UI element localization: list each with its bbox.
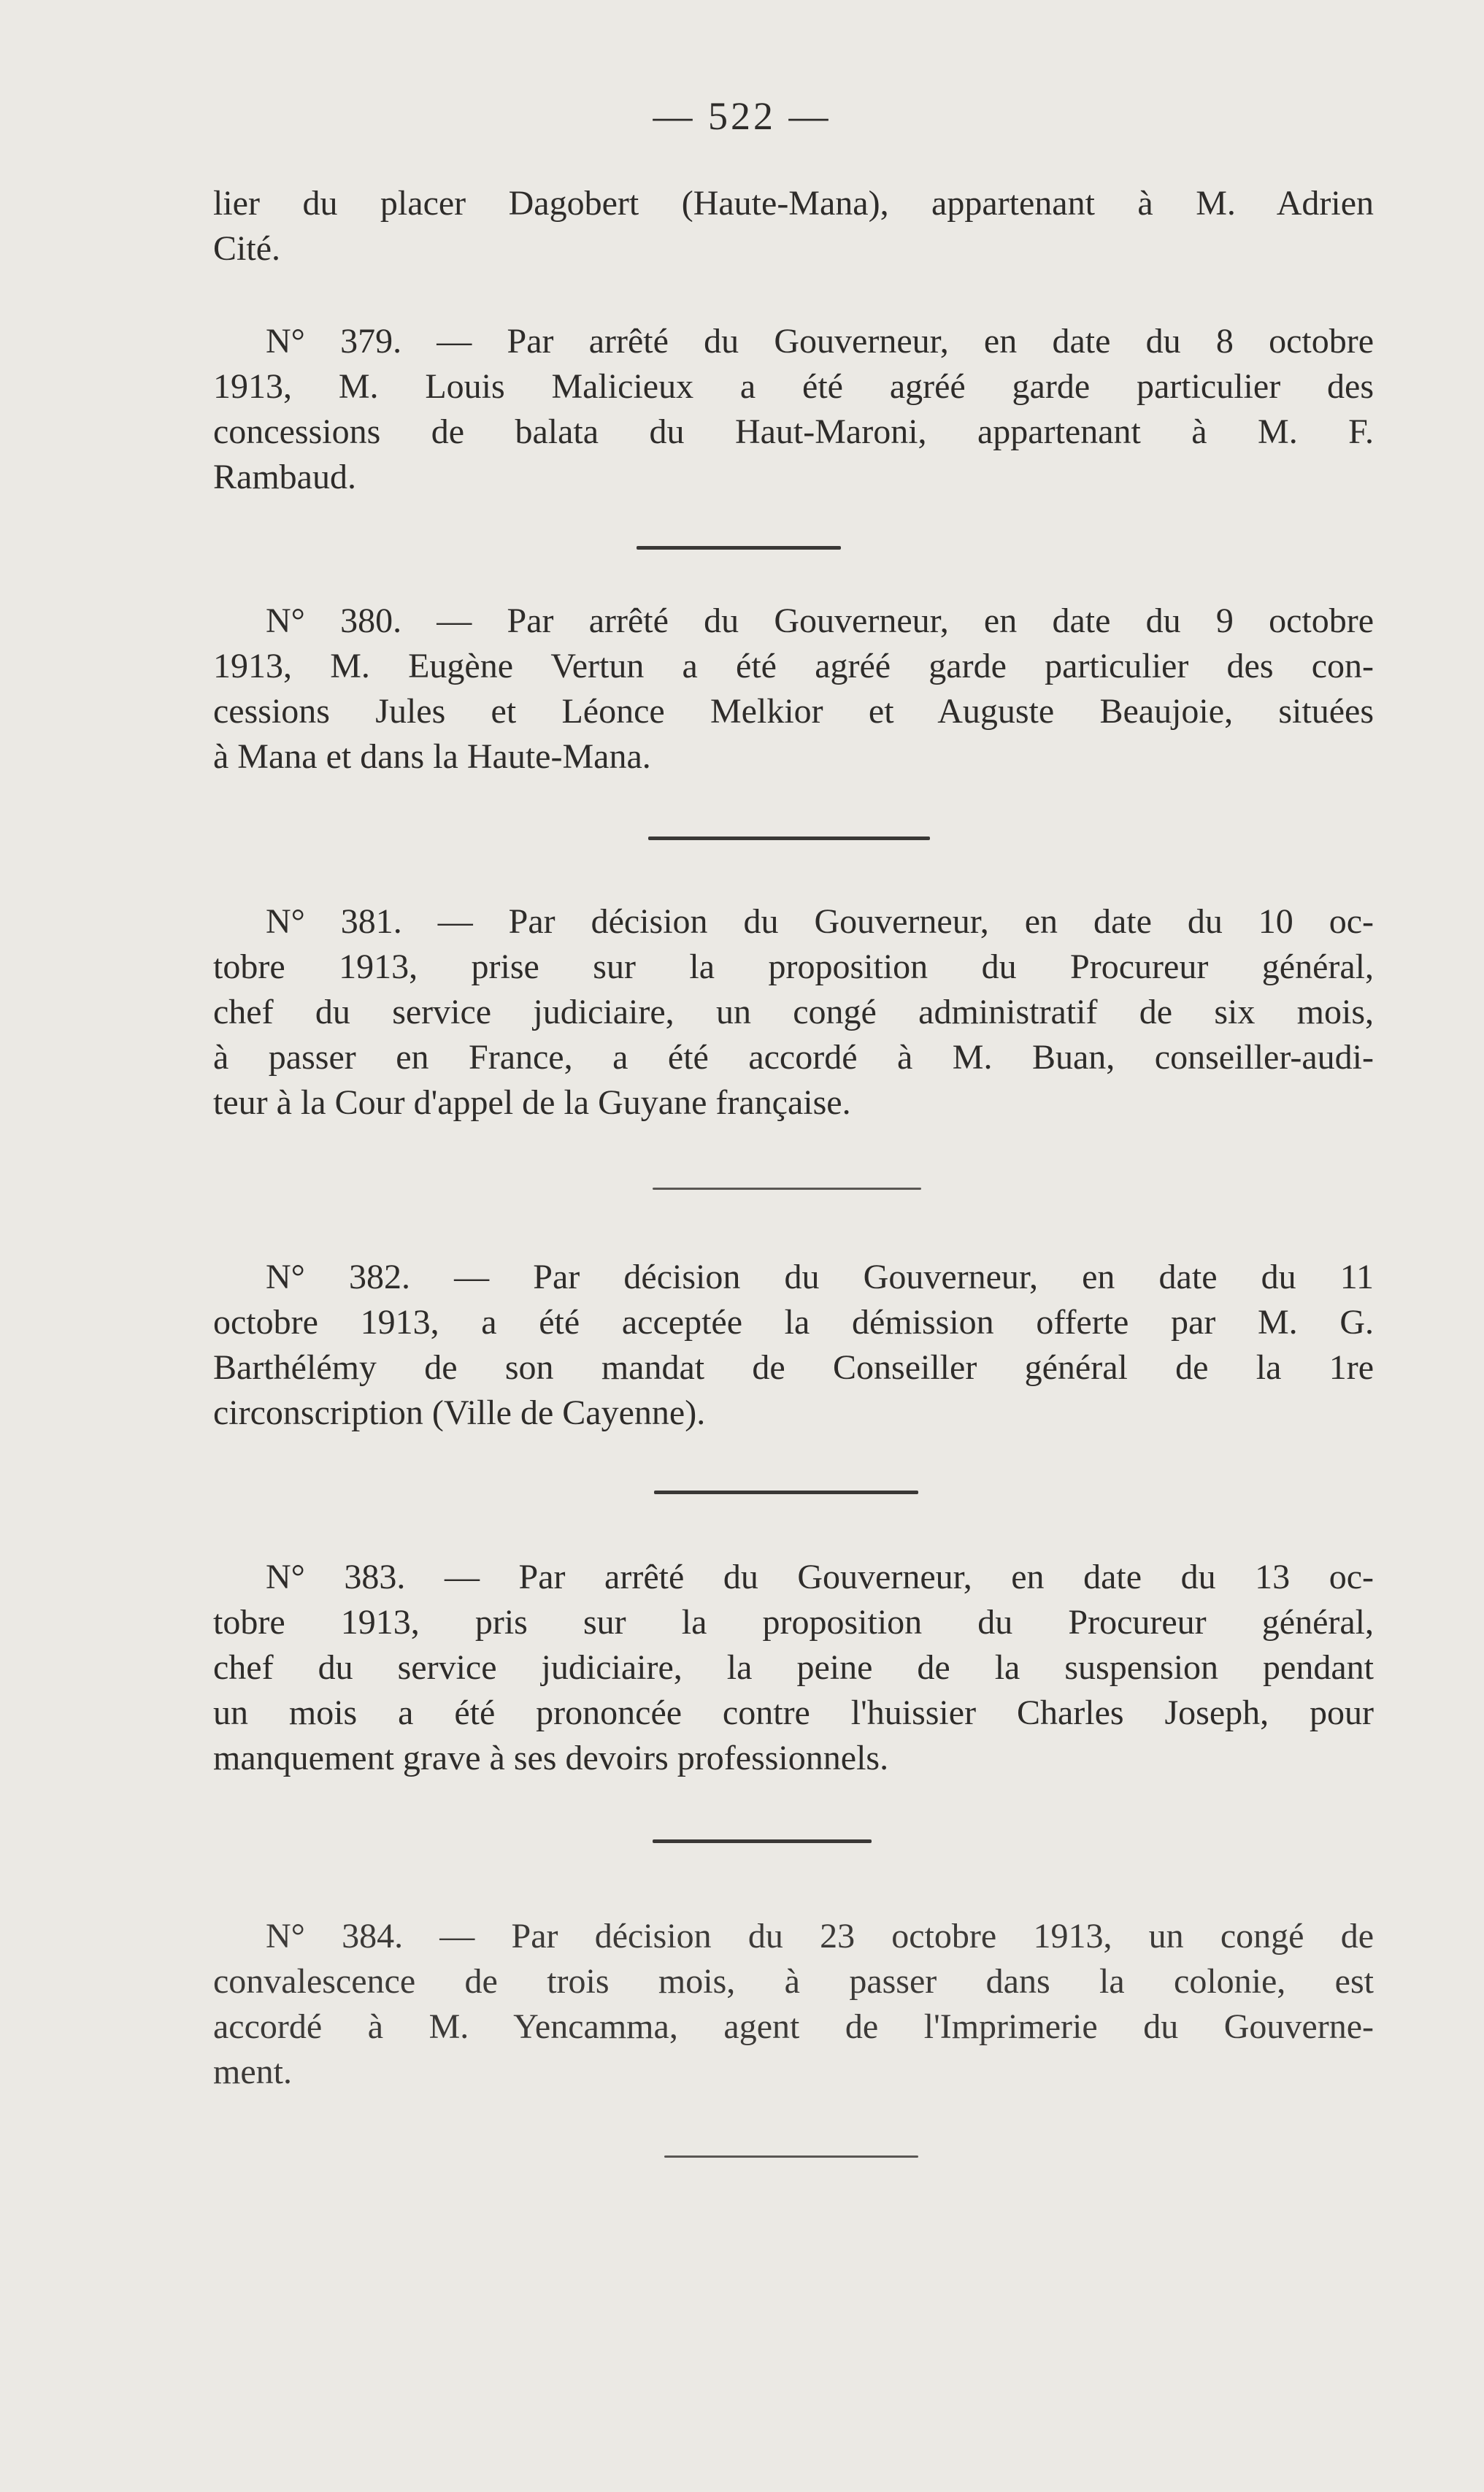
separator-rule	[648, 837, 930, 840]
text-line: octobre 1913, a été acceptée la démission offerte par M. G.	[213, 1303, 1374, 1342]
text-line: tobre 1913, prise sur la proposition du Procureur général,	[213, 947, 1374, 986]
text-line: à passer en France, a été accordé à M. Buan, conseiller-audi-	[213, 1038, 1374, 1077]
text-line: accordé à M. Yencamma, agent de l'Imprimerie du Gouverne-	[213, 2007, 1374, 2046]
text-line: N° 382. — Par décision du Gouverneur, en date du 11	[266, 1258, 1374, 1296]
entry-379-body	[213, 364, 1374, 500]
page-number: — 522 —	[653, 94, 831, 138]
separator-rule	[653, 1188, 921, 1190]
separator-rule	[653, 1839, 872, 1843]
text-line: N° 384. — Par décision du 23 octobre 1913, un congé de	[266, 1917, 1374, 1955]
separator-rule	[637, 546, 841, 550]
text-line: manquement grave à ses devoirs professionnels.	[213, 1739, 889, 1777]
text-line: concessions de balata du Haut-Maroni, appartenant à M. F.	[213, 412, 1374, 451]
text-line: teur à la Cour d'appel de la Guyane française.	[213, 1083, 851, 1122]
text-line: Barthélémy de son mandat de Conseiller général de la 1re	[213, 1348, 1374, 1387]
text-line: N° 380. — Par arrêté du Gouverneur, en date du 9 octobre	[266, 601, 1374, 640]
text-line: tobre 1913, pris sur la proposition du Procureur général,	[213, 1603, 1374, 1642]
text-line: N° 383. — Par arrêté du Gouverneur, en date du 13 oc-	[266, 1558, 1374, 1596]
text-line: lier du placer Dagobert (Haute-Mana), appartenant à M. Adrien	[213, 184, 1374, 223]
text-line: un mois a été prononcée contre l'huissier Charles Joseph, pour	[213, 1693, 1374, 1732]
entry-381	[213, 899, 1374, 1126]
separator-rule	[654, 1491, 918, 1494]
entry-382	[213, 1255, 1374, 1436]
text-line: cessions Jules et Léonce Melkior et Auguste Beaujoie, situées	[213, 692, 1374, 731]
entry-379	[213, 319, 1374, 364]
entry-383	[213, 1555, 1374, 1781]
entry-384	[213, 1914, 1374, 2095]
separator-rule	[664, 2155, 918, 2158]
entry-continuation	[213, 181, 1374, 272]
text-line: à Mana et dans la Haute-Mana.	[213, 737, 651, 776]
text-line: ment.	[213, 2053, 292, 2091]
text-line: Rambaud.	[213, 458, 356, 496]
entry-380	[213, 599, 1374, 780]
text-line: N° 381. — Par décision du Gouverneur, en date du 10 oc-	[266, 902, 1374, 941]
text-line: 1913, M. Louis Malicieux a été agréé garde particulier des	[213, 367, 1374, 406]
text-line: N° 379. — Par arrêté du Gouverneur, en date du 8 octobre	[266, 322, 1374, 361]
text-line: Cité.	[213, 229, 280, 268]
text-line: circonscription (Ville de Cayenne).	[213, 1393, 706, 1432]
text-line: convalescence de trois mois, à passer dans la colonie, est	[213, 1962, 1374, 2001]
text-line: chef du service judiciaire, la peine de la suspension pendant	[213, 1648, 1374, 1687]
text-line: 1913, M. Eugène Vertun a été agréé garde particulier des con-	[213, 647, 1374, 685]
text-line: chef du service judiciaire, un congé administratif de six mois,	[213, 993, 1374, 1031]
